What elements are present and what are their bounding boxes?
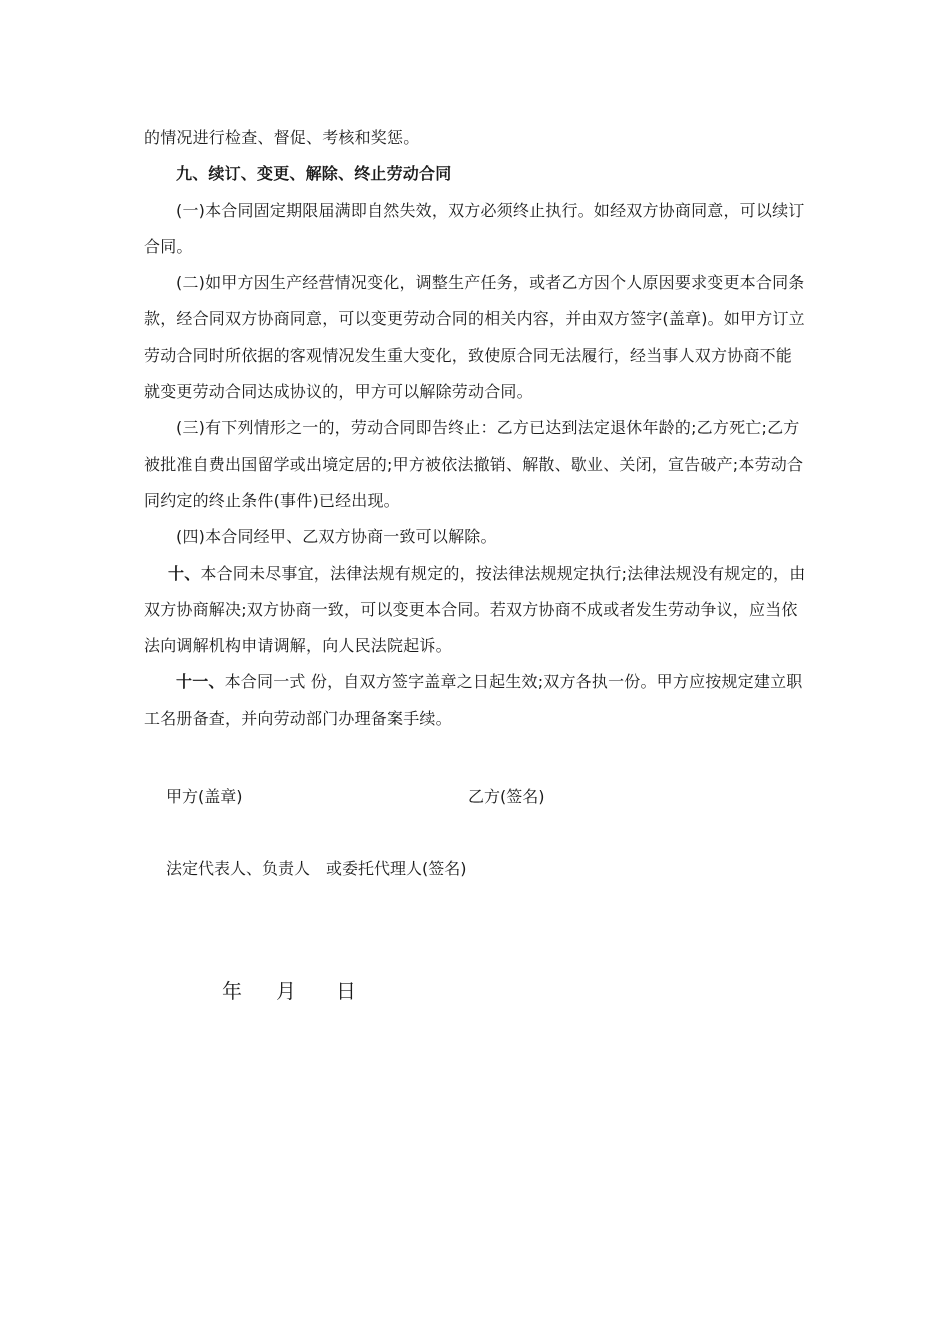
section-11-paragraph: [144, 664, 808, 737]
section-10-number: 十、: [168, 563, 201, 583]
section-11-number: 十一、: [176, 672, 225, 692]
section-9-heading: 九、续订、变更、解除、终止劳动合同: [176, 164, 452, 184]
representative-signature-label: 法定代表人、负责人 或委托代理人(签名): [166, 859, 467, 878]
date-day-label: 日: [336, 979, 356, 1003]
section-9-item-3: (三)有下列情形之一的，劳动合同即告终止：乙方已达到法定退休年龄的;乙方死亡;乙方被批准自费出国留学或出境定居的;甲方被依法撤销、解散、歇业、关闭，宣告破产;本劳动合同约定的终止条件(事件)已经出现。: [144, 418, 804, 510]
party-a-seal-label: 甲方(盖章): [166, 787, 243, 806]
date-year-label: 年: [222, 979, 242, 1003]
contract-body: [144, 120, 808, 737]
section-11-text: 本合同一式 份，自双方签字盖章之日起生效;双方各执一份。甲方应按规定建立职工名册备查，并向劳动部门办理备案手续。: [144, 672, 803, 728]
section-9-item-1: (一)本合同固定期限届满即自然失效，双方必须终止执行。如经双方协商同意，可以续订合同。: [144, 200, 805, 256]
section-9-item-2: (二)如甲方因生产经营情况变化，调整生产任务，或者乙方因个人原因要求变更本合同条款，经合同双方协商同意，可以变更劳动合同的相关内容，并由双方签字(盖章)。如甲方订立劳动合同时所依据的客观情况发生重大变化，致使原合同无法履行，经当事人双方协商不能就变更劳动合同达成协议的，甲方可以解除劳动合同。: [144, 273, 805, 402]
section-9-item-4: (四)本合同经甲、乙双方协商一致可以解除。: [176, 527, 497, 547]
party-b-signature-label: 乙方(签名): [468, 787, 545, 806]
continuation-paragraph: 的情况进行检查、督促、考核和奖惩。: [144, 128, 420, 147]
section-10-paragraph: [144, 556, 808, 665]
section-10-text: 本合同未尽事宜，法律法规有规定的，按法律法规规定执行;法律法规没有规定的，由双方协商解决;双方协商一致，可以变更本合同。若双方协商不成或者发生劳动争议，应当依法向调解机构申请调解，向人民法院起诉。: [144, 563, 806, 656]
date-month-label: 月: [276, 979, 296, 1003]
